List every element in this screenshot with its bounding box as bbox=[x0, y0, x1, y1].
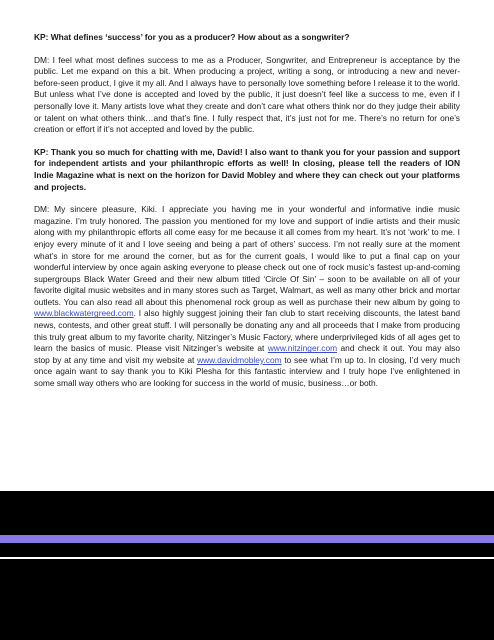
answer-2-text-2: . I also highly suggest joining their fan club to start receiving discounts, the latest band news, contests, and other great stuff. I will personally be donating any and all proceeds that I make from producing this truly great album to my favorite charity, Nitzinger’s Music Factory, where underprivileged kids of all ages get to learn the basics of music. Please visit Nitzinger’s website at bbox=[34, 308, 460, 354]
footer-accent-stripe bbox=[0, 535, 494, 543]
interview-question-1: KP: What defines ‘success’ for you as a producer? How about as a songwriter? bbox=[34, 32, 350, 42]
davidmobley-link[interactable]: www.davidmobley.com bbox=[197, 354, 282, 365]
interview-question-2: KP: Thank you so much for chatting with me, David! I also want to thank you for your passion and support for independent artists and your philanthropic efforts as well! In closing, please tell the readers of ION Indie Magazine what is next on the horizon for David Mobley and where they can check out your platforms and projects. bbox=[34, 146, 460, 192]
interview-answer-1: DM: I feel what most defines success to me as a Producer, Songwriter, and Entrepreneur is acceptance by the public. Let me expand on this a bit. When producing a project, writing a song, or introducing a new and never-before-seen product, I give it my all. And I always have to personally love something before I release it to the world. But unless what I’ve done is accepted and loved by the public, it just doesn’t feel like a success to me, even if I personally love it. Many artists love what they create and don’t care what others think nor do they judge their ability or talent on what others think…and that’s fine. I fully respect that, it’s just not for me. There’s no return for one’s creation or effort if it’s not accepted and loved by the public. bbox=[34, 54, 460, 135]
answer-2-text-3: and check it out. You may also stop by at any time and visit my website at bbox=[34, 343, 461, 365]
interview-answer-2 bbox=[34, 204, 460, 390]
answer-2-text-4: to see what I’m up to. In closing, I’d very much once again want to say thank you to Kiki Plesha for this fantastic interview and I truly hope I’ve enlightened in some small way others who are looking for success in the world of music, business…or both. bbox=[34, 354, 461, 389]
article-body bbox=[34, 32, 460, 401]
blackwatergreed-link[interactable]: www.blackwatergreed.com bbox=[34, 308, 134, 319]
footer-band bbox=[0, 491, 494, 640]
footer-divider-line bbox=[0, 557, 494, 559]
answer-2-text-1: DM: My sincere pleasure, Kiki. I appreciate you having me in your wonderful and informative indie music magazine. I’m truly honored. The passion you mentioned for my love and support of indie artists and their music along with my philanthropic efforts all come easy for me because it all comes from my heart. It’s not ‘work’ to me. I enjoy every minute of it and I love seeing and being a part of others’ success. I’m not really sure at the moment what’s in store for me around the corner, but as for the current goals, I would like to put a final cap on your wonderful interview by once again asking everyone to please check out one of rock music’s fastest up-and-coming supergroups Black Water Greed and their new album titled ‘Circle Of Sin’ – soon to be available on all of your favorite digital music websites and in many stores such as Target, Walmart, as well as many other brick and mortar outlets. You can also read all about this phenomenal rock group as well as purchase their new album by going to bbox=[34, 204, 460, 307]
nitzinger-link[interactable]: www.nitzinger.com bbox=[267, 343, 338, 354]
